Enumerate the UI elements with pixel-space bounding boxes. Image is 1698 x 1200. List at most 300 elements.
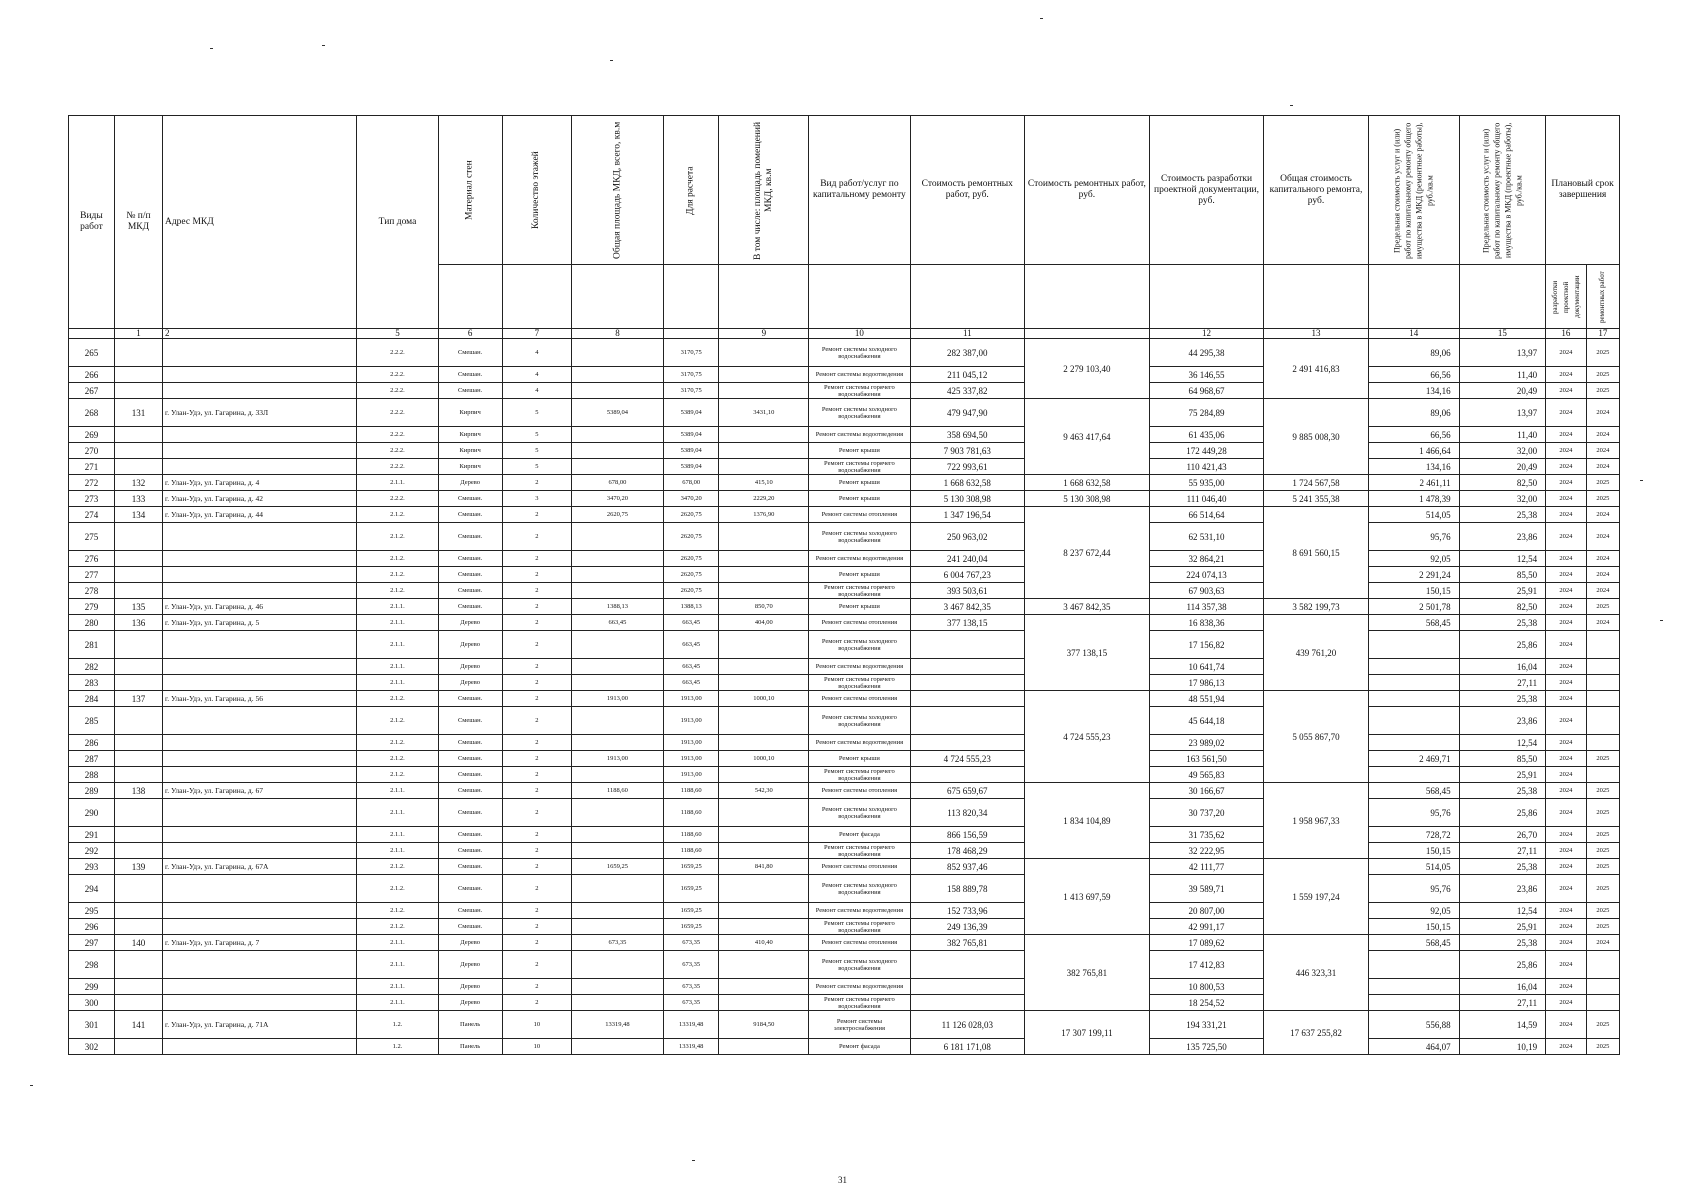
limit-design-cell: 25,38: [1459, 691, 1546, 707]
house-type-cell: 2.1.1.: [357, 659, 438, 675]
address-cell: [162, 767, 356, 783]
limit-repair-cell: 95,76: [1368, 523, 1459, 551]
total-area-cell: [572, 367, 664, 383]
floors-cell: 5: [502, 459, 571, 475]
table-row: [69, 859, 1620, 875]
design-cost-cell: 36 146,55: [1149, 367, 1263, 383]
calc-area-cell: 1659,25: [663, 859, 719, 875]
repair-year-cell: 2025: [1586, 1039, 1619, 1055]
limit-repair-cell: 95,76: [1368, 875, 1459, 903]
house-type-cell: 2.1.2.: [357, 875, 438, 903]
limit-repair-cell: 89,06: [1368, 339, 1459, 367]
limit-design-cell: 85,50: [1459, 751, 1546, 767]
table-row: [69, 459, 1620, 475]
design-year-cell: 2024: [1546, 691, 1587, 707]
work-kind-cell: Ремонт системы отопления: [809, 935, 910, 951]
total-area-cell: 663,45: [572, 615, 664, 631]
floors-cell: 4: [502, 383, 571, 399]
mkd-number: [114, 979, 162, 995]
work-kind-cell: Ремонт системы водоотведения: [809, 367, 910, 383]
limit-design-cell: 82,50: [1459, 599, 1546, 615]
table-row: [69, 951, 1620, 979]
limit-repair-cell: 728,72: [1368, 827, 1459, 843]
total-cost-cell: 2 491 416,83: [1264, 339, 1369, 399]
design-cost-cell: 31 735,62: [1149, 827, 1263, 843]
work-kind-cell: Ремонт системы холодного водоснабжения: [809, 707, 910, 735]
total-cost-cell: 1 559 197,24: [1264, 859, 1369, 935]
design-year-cell: 2024: [1546, 491, 1587, 507]
premises-area-cell: 1000,10: [719, 751, 809, 767]
design-cost-cell: 17 412,83: [1149, 951, 1263, 979]
design-cost-cell: 48 551,94: [1149, 691, 1263, 707]
design-year-cell: 2024: [1546, 659, 1587, 675]
repair-year-cell: [1586, 631, 1619, 659]
table-row: [69, 615, 1620, 631]
mkd-number: [114, 875, 162, 903]
premises-area-cell: 3431,10: [719, 399, 809, 427]
mkd-number: 133: [114, 491, 162, 507]
work-kind-cell: Ремонт системы горячего водоснабжения: [809, 919, 910, 935]
table-row: [69, 995, 1620, 1011]
table-row: [69, 767, 1620, 783]
address-cell: г. Улан-Удэ, ул. Гагарина, д. 71А: [162, 1011, 356, 1039]
repair-year-cell: 2024: [1586, 399, 1619, 427]
repair-year-cell: [1586, 675, 1619, 691]
capital-repair-table: [68, 115, 1620, 1055]
design-year-cell: 2024: [1546, 443, 1587, 459]
design-year-cell: 2024: [1546, 459, 1587, 475]
calc-area-cell: 1188,60: [663, 799, 719, 827]
calc-area-cell: 13319,48: [663, 1039, 719, 1055]
row-number: 280: [69, 615, 115, 631]
wall-material-cell: Смешан.: [438, 767, 502, 783]
design-year-cell: 2024: [1546, 995, 1587, 1011]
table-row: [69, 735, 1620, 751]
table-row: [69, 827, 1620, 843]
wall-material-cell: Дерево: [438, 675, 502, 691]
row-number: 287: [69, 751, 115, 767]
premises-area-cell: 9184,50: [719, 1011, 809, 1039]
wall-material-cell: Смешан.: [438, 691, 502, 707]
premises-area-cell: [719, 995, 809, 1011]
header-mkd-number: № п/п МКД: [114, 116, 162, 329]
column-number: 7: [502, 329, 571, 339]
repair-cost-cell: 113 820,34: [910, 799, 1024, 827]
repair-cost-total-cell: 3 467 842,35: [1024, 599, 1149, 615]
mkd-number: [114, 735, 162, 751]
wall-material-cell: Смешан.: [438, 367, 502, 383]
repair-year-cell: 2024: [1586, 427, 1619, 443]
design-cost-cell: 17 986,13: [1149, 675, 1263, 691]
premises-area-cell: [719, 707, 809, 735]
repair-cost-cell: [910, 659, 1024, 675]
design-year-cell: 2024: [1546, 767, 1587, 783]
limit-repair-cell: 89,06: [1368, 399, 1459, 427]
design-cost-cell: 172 449,28: [1149, 443, 1263, 459]
mkd-number: [114, 799, 162, 827]
table-row: [69, 875, 1620, 903]
address-cell: [162, 843, 356, 859]
repair-cost-cell: 250 963,02: [910, 523, 1024, 551]
premises-area-cell: 404,00: [719, 615, 809, 631]
design-cost-cell: 10 641,74: [1149, 659, 1263, 675]
floors-cell: 5: [502, 399, 571, 427]
limit-repair-cell: 2 501,78: [1368, 599, 1459, 615]
address-cell: г. Улан-Удэ, ул. Гагарина, д. 67А: [162, 859, 356, 875]
address-cell: [162, 951, 356, 979]
limit-design-cell: 25,86: [1459, 951, 1546, 979]
row-number: 282: [69, 659, 115, 675]
address-cell: [162, 459, 356, 475]
design-cost-cell: 32 864,21: [1149, 551, 1263, 567]
wall-material-cell: Смешан.: [438, 903, 502, 919]
table-row: [69, 675, 1620, 691]
house-type-cell: 2.1.2.: [357, 507, 438, 523]
mkd-number: [114, 843, 162, 859]
floors-cell: 2: [502, 827, 571, 843]
wall-material-cell: Кирпич: [438, 459, 502, 475]
repair-cost-cell: 358 694,50: [910, 427, 1024, 443]
table-row: [69, 1039, 1620, 1055]
calc-area-cell: 1913,00: [663, 751, 719, 767]
table-row: [69, 367, 1620, 383]
wall-material-cell: Смешан.: [438, 735, 502, 751]
premises-area-cell: 850,70: [719, 599, 809, 615]
house-type-cell: 2.2.2.: [357, 491, 438, 507]
design-cost-cell: 61 435,06: [1149, 427, 1263, 443]
floors-cell: 2: [502, 859, 571, 875]
total-area-cell: [572, 631, 664, 659]
total-area-cell: 2620,75: [572, 507, 664, 523]
row-number: 302: [69, 1039, 115, 1055]
work-kind-cell: Ремонт крыши: [809, 443, 910, 459]
calc-area-cell: 663,45: [663, 659, 719, 675]
design-year-cell: 2024: [1546, 935, 1587, 951]
premises-area-cell: [719, 735, 809, 751]
mkd-number: [114, 827, 162, 843]
row-number: 296: [69, 919, 115, 935]
design-cost-cell: 45 644,18: [1149, 707, 1263, 735]
row-number: 284: [69, 691, 115, 707]
row-number: 294: [69, 875, 115, 903]
house-type-cell: 2.1.2.: [357, 551, 438, 567]
column-number: 1: [114, 329, 162, 339]
total-cost-cell: 5 055 867,70: [1264, 691, 1369, 783]
work-kind-cell: Ремонт фасада: [809, 1039, 910, 1055]
mkd-number: [114, 459, 162, 475]
repair-year-cell: 2024: [1586, 507, 1619, 523]
limit-repair-cell: 2 291,24: [1368, 567, 1459, 583]
work-kind-cell: Ремонт системы водоотведения: [809, 903, 910, 919]
repair-cost-cell: 178 468,29: [910, 843, 1024, 859]
limit-design-cell: 13,97: [1459, 339, 1546, 367]
house-type-cell: 2.1.2.: [357, 707, 438, 735]
limit-design-cell: 25,38: [1459, 935, 1546, 951]
calc-area-cell: 2620,75: [663, 523, 719, 551]
row-number: 268: [69, 399, 115, 427]
floors-cell: 2: [502, 843, 571, 859]
design-year-cell: 2024: [1546, 583, 1587, 599]
row-number: 288: [69, 767, 115, 783]
limit-design-cell: 32,00: [1459, 491, 1546, 507]
wall-material-cell: Смешан.: [438, 583, 502, 599]
table-row: [69, 919, 1620, 935]
column-number: 8: [572, 329, 664, 339]
house-type-cell: 2.1.2.: [357, 751, 438, 767]
limit-design-cell: 26,70: [1459, 827, 1546, 843]
repair-cost-cell: [910, 767, 1024, 783]
house-type-cell: 2.1.2.: [357, 583, 438, 599]
limit-design-cell: 25,38: [1459, 615, 1546, 631]
mkd-number: [114, 567, 162, 583]
mkd-number: 139: [114, 859, 162, 875]
table-row: [69, 599, 1620, 615]
work-kind-cell: Ремонт системы отопления: [809, 507, 910, 523]
limit-repair-cell: [1368, 707, 1459, 735]
work-kind-cell: Ремонт системы водоотведения: [809, 735, 910, 751]
table-row: [69, 979, 1620, 995]
floors-cell: 10: [502, 1039, 571, 1055]
house-type-cell: 2.2.2.: [357, 443, 438, 459]
house-type-cell: 2.1.2.: [357, 735, 438, 751]
floors-cell: 2: [502, 767, 571, 783]
limit-repair-cell: [1368, 631, 1459, 659]
table-row: [69, 707, 1620, 735]
wall-material-cell: Смешан.: [438, 523, 502, 551]
repair-cost-cell: 852 937,46: [910, 859, 1024, 875]
wall-material-cell: Смешан.: [438, 491, 502, 507]
calc-area-cell: 3170,75: [663, 383, 719, 399]
calc-area-cell: 1913,00: [663, 707, 719, 735]
address-cell: [162, 751, 356, 767]
calc-area-cell: 5389,04: [663, 427, 719, 443]
floors-cell: 2: [502, 567, 571, 583]
header-total-cost: Общая стоимость капитального ремонта, руб.: [1264, 116, 1369, 265]
limit-design-cell: 10,19: [1459, 1039, 1546, 1055]
limit-design-cell: 25,38: [1459, 783, 1546, 799]
row-number: 271: [69, 459, 115, 475]
address-cell: г. Улан-Удэ, ул. Гагарина, д. 46: [162, 599, 356, 615]
design-cost-cell: 10 800,53: [1149, 979, 1263, 995]
row-number: 269: [69, 427, 115, 443]
repair-cost-total-cell: 1 413 697,59: [1024, 859, 1149, 935]
house-type-cell: 1.2.: [357, 1039, 438, 1055]
calc-area-cell: 1659,25: [663, 903, 719, 919]
header-address: Адрес МКД: [162, 116, 356, 329]
premises-area-cell: [719, 583, 809, 599]
repair-cost-cell: [910, 675, 1024, 691]
address-cell: г. Улан-Удэ, ул. Гагарина, д. 5: [162, 615, 356, 631]
repair-year-cell: 2025: [1586, 843, 1619, 859]
limit-design-cell: 23,86: [1459, 523, 1546, 551]
calc-area-cell: 3170,75: [663, 367, 719, 383]
house-type-cell: 2.1.1.: [357, 783, 438, 799]
mkd-number: [114, 443, 162, 459]
row-number: 290: [69, 799, 115, 827]
design-cost-cell: 30 737,20: [1149, 799, 1263, 827]
repair-year-cell: 2025: [1586, 491, 1619, 507]
calc-area-cell: 2620,75: [663, 507, 719, 523]
total-area-cell: [572, 583, 664, 599]
floors-cell: 3: [502, 491, 571, 507]
design-year-cell: 2024: [1546, 675, 1587, 691]
address-cell: [162, 799, 356, 827]
address-cell: г. Улан-Удэ, ул. Гагарина, д. 42: [162, 491, 356, 507]
address-cell: [162, 995, 356, 1011]
address-cell: [162, 443, 356, 459]
floors-cell: 2: [502, 875, 571, 903]
work-kind-cell: Ремонт системы водоотведения: [809, 979, 910, 995]
header-wall-material: Материал стен: [438, 116, 502, 265]
table-row: [69, 443, 1620, 459]
row-number: 279: [69, 599, 115, 615]
design-cost-cell: 110 421,43: [1149, 459, 1263, 475]
page-number: 31: [838, 1175, 847, 1185]
address-cell: г. Улан-Удэ, ул. Гагарина, д. 33Л: [162, 399, 356, 427]
premises-area-cell: [719, 523, 809, 551]
total-area-cell: [572, 843, 664, 859]
limit-design-cell: 11,40: [1459, 427, 1546, 443]
repair-year-cell: 2025: [1586, 875, 1619, 903]
limit-repair-cell: 464,07: [1368, 1039, 1459, 1055]
limit-repair-cell: 556,88: [1368, 1011, 1459, 1039]
total-cost-cell: 5 241 355,38: [1264, 491, 1369, 507]
premises-area-cell: 1376,90: [719, 507, 809, 523]
calc-area-cell: 673,35: [663, 995, 719, 1011]
design-cost-cell: 18 254,52: [1149, 995, 1263, 1011]
house-type-cell: 2.1.1.: [357, 843, 438, 859]
repair-year-cell: [1586, 951, 1619, 979]
total-area-cell: [572, 951, 664, 979]
floors-cell: 2: [502, 995, 571, 1011]
address-cell: [162, 735, 356, 751]
address-cell: [162, 523, 356, 551]
house-type-cell: 2.1.1.: [357, 599, 438, 615]
premises-area-cell: [719, 427, 809, 443]
row-number: 293: [69, 859, 115, 875]
total-area-cell: [572, 427, 664, 443]
mkd-number: [114, 523, 162, 551]
wall-material-cell: Дерево: [438, 951, 502, 979]
design-year-cell: 2024: [1546, 475, 1587, 491]
house-type-cell: 2.1.1.: [357, 615, 438, 631]
design-year-cell: 2024: [1546, 599, 1587, 615]
calc-area-cell: 1659,25: [663, 919, 719, 935]
row-number: 291: [69, 827, 115, 843]
limit-design-cell: 13,97: [1459, 399, 1546, 427]
design-cost-cell: 135 725,50: [1149, 1039, 1263, 1055]
floors-cell: 2: [502, 707, 571, 735]
repair-year-cell: 2024: [1586, 615, 1619, 631]
table-row: [69, 507, 1620, 523]
premises-area-cell: [719, 659, 809, 675]
house-type-cell: 2.1.2.: [357, 767, 438, 783]
mkd-number: [114, 583, 162, 599]
work-kind-cell: Ремонт системы горячего водоснабжения: [809, 843, 910, 859]
repair-year-cell: 2024: [1586, 551, 1619, 567]
repair-year-cell: 2025: [1586, 827, 1619, 843]
mkd-number: [114, 903, 162, 919]
house-type-cell: 2.1.1.: [357, 799, 438, 827]
repair-cost-cell: 425 337,82: [910, 383, 1024, 399]
row-number: 289: [69, 783, 115, 799]
row-number: 283: [69, 675, 115, 691]
premises-area-cell: [719, 951, 809, 979]
limit-repair-cell: [1368, 675, 1459, 691]
mkd-number: [114, 751, 162, 767]
repair-year-cell: 2025: [1586, 383, 1619, 399]
limit-design-cell: 27,11: [1459, 995, 1546, 1011]
floors-cell: 2: [502, 615, 571, 631]
floors-cell: 2: [502, 583, 571, 599]
repair-cost-cell: 377 138,15: [910, 615, 1024, 631]
repair-year-cell: 2025: [1586, 1011, 1619, 1039]
premises-area-cell: [719, 903, 809, 919]
row-number: 265: [69, 339, 115, 367]
premises-area-cell: [719, 367, 809, 383]
column-number: 5: [357, 329, 438, 339]
header-house-type: Тип дома: [357, 116, 438, 329]
calc-area-cell: 1913,00: [663, 691, 719, 707]
house-type-cell: 2.1.2.: [357, 919, 438, 935]
floors-cell: 2: [502, 799, 571, 827]
table-row: [69, 659, 1620, 675]
wall-material-cell: Панель: [438, 1011, 502, 1039]
wall-material-cell: Смешан.: [438, 827, 502, 843]
design-year-cell: 2024: [1546, 631, 1587, 659]
total-area-cell: [572, 675, 664, 691]
mkd-number: 138: [114, 783, 162, 799]
address-cell: [162, 919, 356, 935]
house-type-cell: 2.1.1.: [357, 951, 438, 979]
total-area-cell: 5389,04: [572, 399, 664, 427]
calc-area-cell: 1659,25: [663, 875, 719, 903]
repair-cost-cell: 241 240,04: [910, 551, 1024, 567]
premises-area-cell: [719, 631, 809, 659]
limit-repair-cell: 92,05: [1368, 551, 1459, 567]
column-number: 16: [1546, 329, 1587, 339]
calc-area-cell: 1388,13: [663, 599, 719, 615]
design-year-cell: 2024: [1546, 399, 1587, 427]
total-area-cell: [572, 523, 664, 551]
repair-cost-cell: 6 004 767,23: [910, 567, 1024, 583]
repair-year-cell: [1586, 979, 1619, 995]
limit-design-cell: 25,91: [1459, 583, 1546, 599]
premises-area-cell: 415,10: [719, 475, 809, 491]
limit-repair-cell: [1368, 979, 1459, 995]
limit-design-cell: 14,59: [1459, 1011, 1546, 1039]
design-year-cell: 2024: [1546, 979, 1587, 995]
design-cost-cell: 23 989,02: [1149, 735, 1263, 751]
table-row: [69, 903, 1620, 919]
row-number: 285: [69, 707, 115, 735]
wall-material-cell: Смешан.: [438, 507, 502, 523]
table-row: [69, 551, 1620, 567]
floors-cell: 5: [502, 443, 571, 459]
calc-area-cell: 1188,60: [663, 827, 719, 843]
repair-cost-total-cell: 1 668 632,58: [1024, 475, 1149, 491]
premises-area-cell: [719, 827, 809, 843]
work-kind-cell: Ремонт системы холодного водоснабжения: [809, 951, 910, 979]
design-year-cell: 2024: [1546, 367, 1587, 383]
table-row: [69, 567, 1620, 583]
total-area-cell: [572, 551, 664, 567]
repair-cost-cell: 282 387,00: [910, 339, 1024, 367]
header-work-kind: Вид работ/услуг по капитальному ремонту: [809, 116, 910, 265]
column-number: 12: [1149, 329, 1263, 339]
mkd-number: [114, 1039, 162, 1055]
limit-design-cell: 25,86: [1459, 631, 1546, 659]
